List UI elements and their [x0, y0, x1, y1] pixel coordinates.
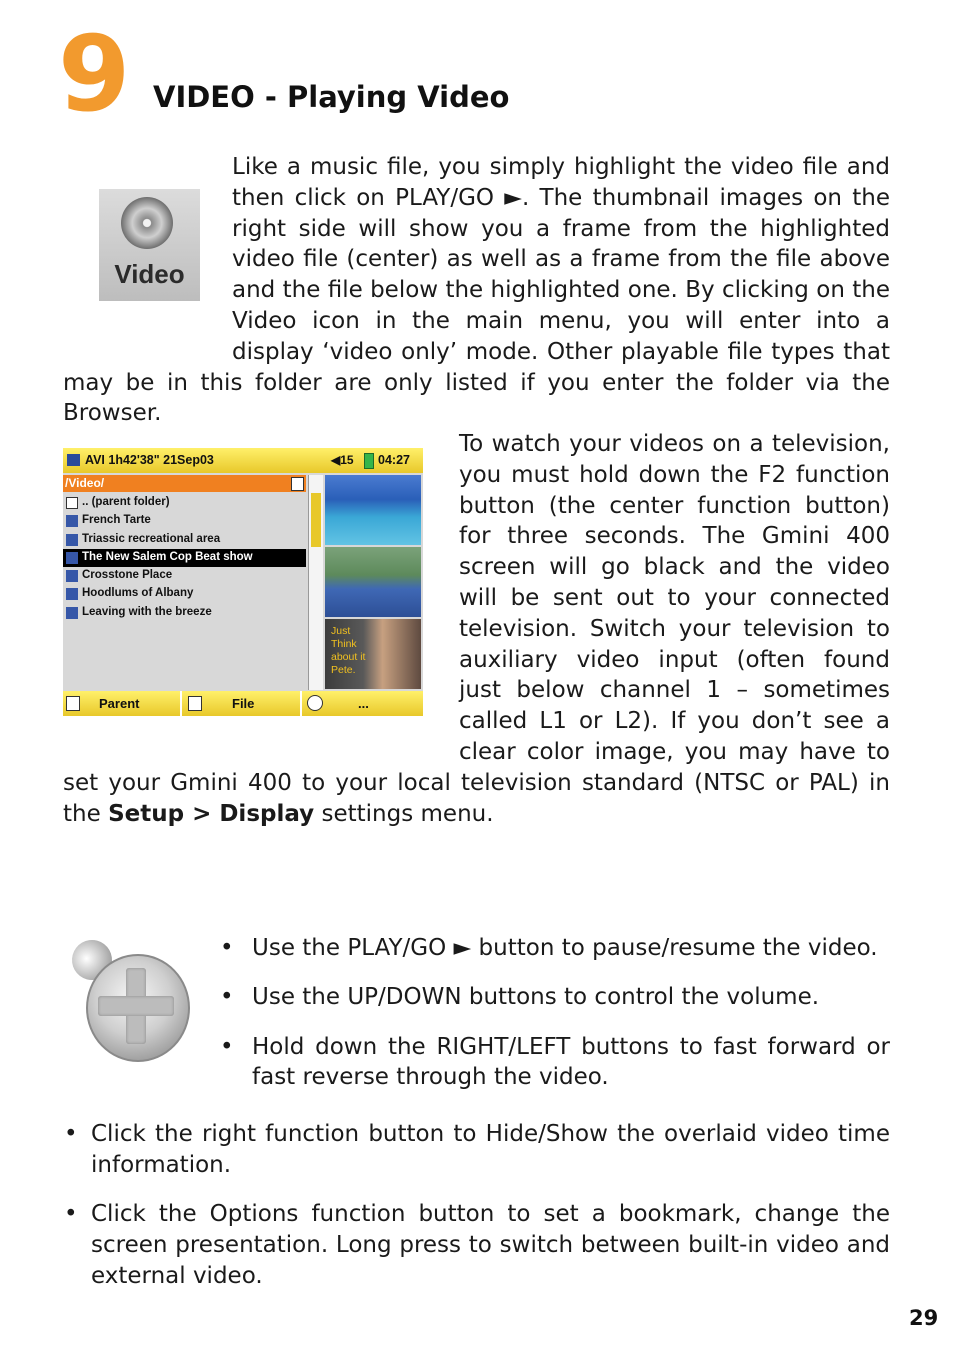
list-item: • Click the right function button to Hide/Show the overlaid video time information.	[91, 1119, 890, 1181]
list-item-label: Crosstone Place	[82, 569, 173, 582]
list-item-label: French Tarte	[82, 514, 151, 527]
page-title: VIDEO - Playing Video	[153, 80, 510, 114]
list-item-label: Leaving with the breeze	[82, 605, 212, 618]
clock: 04:27	[378, 453, 410, 467]
list-item: • Click the Options function button to set a bookmark, change the screen presentation. Long press to switch between built-in video and external video.	[91, 1199, 890, 1291]
pad-horizontal	[98, 996, 174, 1016]
options-button-label: ...	[358, 696, 369, 711]
file-button-label: File	[232, 696, 255, 711]
folder-path: /Video/	[65, 476, 105, 490]
intro-paragraph: Like a music file, you simply highlight the video file and then click on PLAY/GO ►. The thumbnail images on the right side will show you a frame from the highlighted video file (center) as well as a frame from the file above and the file below the highlighted one. By clicking on the Video icon in the main menu, you will enter into a display ‘video only’ mode. Other playable file types that may be in this folder are only listed if you enter the folder via the Browser.	[63, 154, 890, 427]
function-buttons-list	[91, 1119, 890, 1310]
list-item: • Hold down the RIGHT/LEFT buttons to fast forward or fast reverse through the video.	[252, 1032, 890, 1094]
status-info: AVI 1h42'38" 21Sep03	[85, 453, 214, 467]
list-item-label: Triassic recreational area	[82, 532, 221, 545]
thumbnail-caption: Just Think about it Pete.	[331, 625, 366, 676]
tv-output-text-end: settings menu.	[314, 800, 494, 827]
page-number: 29	[909, 1306, 939, 1330]
list-item: • Use the PLAY/GO ► button to pause/resume the video.	[252, 933, 890, 964]
chapter-number: 9	[58, 13, 127, 135]
tv-output-text: To watch your videos on a television, you must hold down the F2 function button (the center function button) for three seconds. The Gmini 400 screen will go black and the video will be sent out to your connected television. Switch your television to auxiliary video input (often found just below channel 1 – sometimes called L1 or L2). If you don’t see a clear color image, you may have to set your Gmini 400 to your local television standard (NTSC or PAL) in the	[63, 431, 890, 827]
navigation-pad-icon	[72, 940, 192, 1062]
list-item: • Use the UP/DOWN buttons to control the volume.	[252, 982, 890, 1013]
video-icon-label: Video	[114, 259, 185, 289]
speaker-icon: ◀15	[331, 453, 354, 467]
controls-list	[252, 933, 890, 1112]
setup-display-path: Setup > Display	[108, 800, 315, 827]
list-item-label: The New Salem Cop Beat show	[82, 550, 253, 563]
list-item-label: Hoodlums of Albany	[82, 587, 194, 600]
list-item-label: .. (parent folder)	[82, 496, 170, 508]
volume-level: 15	[340, 453, 354, 467]
tv-output-paragraph	[63, 429, 890, 829]
parent-button-label: Parent	[99, 696, 140, 711]
